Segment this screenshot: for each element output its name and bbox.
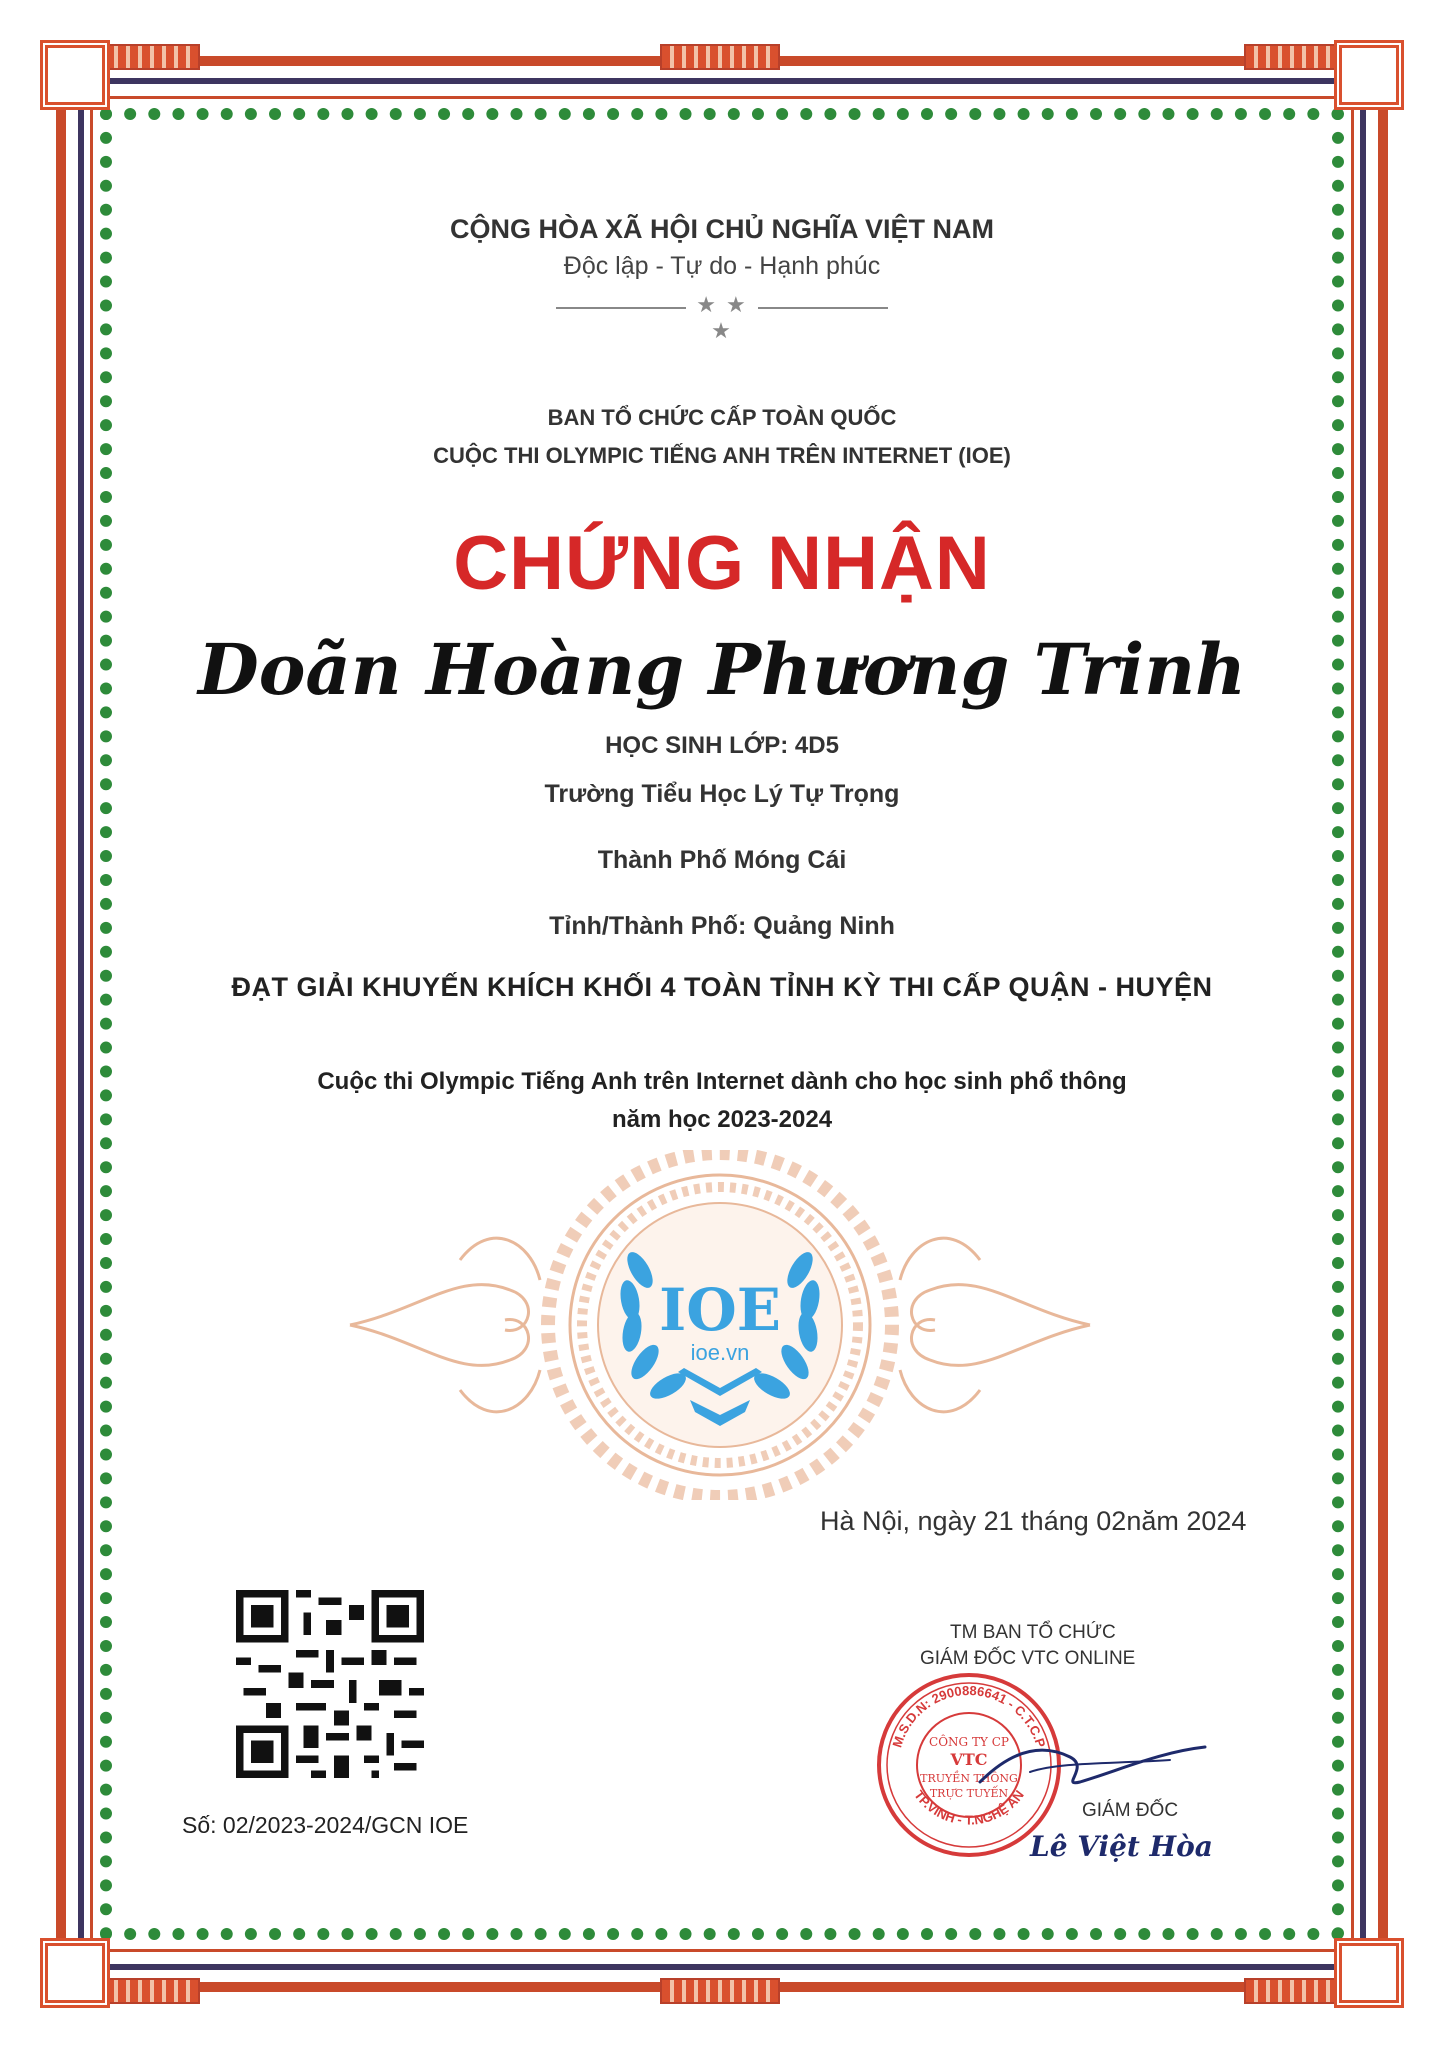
province-name: Tỉnh/Thành Phố: Quảng Ninh (549, 912, 895, 940)
stamp-bottom-text: TP.VINH - T.NGHỆ AN (911, 1787, 1027, 1828)
issue-date (820, 1506, 1246, 1537)
student-class: HỌC SINH LỚP: 4D5 (605, 732, 839, 759)
organizer-line-1: BAN TỔ CHỨC CẤP TOÀN QUỐC (547, 405, 897, 430)
signer-name: Lê Việt Hòa (1030, 1830, 1213, 1863)
date-month-word: tháng (1021, 1506, 1089, 1536)
stamp-inner-line-2: VTC (950, 1750, 988, 1769)
contest-description-line-2: năm học 2023-2024 (611, 1106, 833, 1133)
divider-stars-icon: ★ ★ ★ (696, 292, 748, 343)
date-day: 21 (983, 1506, 1014, 1536)
handwritten-signature (970, 1712, 1210, 1812)
qr-code[interactable] (236, 1590, 424, 1778)
certificate-title: CHỨNG NHẬN (453, 521, 991, 606)
ioe-url-text: ioe.vn (690, 1340, 750, 1365)
signer-position-title: GIÁM ĐỐC VTC ONLINE (920, 1648, 1136, 1669)
republic-heading: CỘNG HÒA XÃ HỘI CHỦ NGHĨA VIỆT NAM (449, 214, 994, 244)
top-center-key-ornament (660, 44, 780, 70)
bottom-center-key-ornament (660, 1978, 780, 2004)
stamp-inner-line-3: TRUYỀN THÔNG (920, 1772, 1018, 1785)
date-month: 02 (1096, 1506, 1127, 1536)
date-prefix: Hà Nội, ngày (820, 1506, 977, 1536)
stamp-inner-line-4: TRỰC TUYẾN (929, 1787, 1009, 1800)
signer-org-title: TM BAN TỔ CHỨC (950, 1622, 1116, 1643)
divider-line-right (758, 307, 888, 309)
ioe-logo-text: IOE (659, 1276, 781, 1344)
bottom-left-corner-ornament (40, 1938, 110, 2008)
top-right-corner-ornament (1334, 40, 1404, 110)
date-year: 2024 (1186, 1506, 1247, 1536)
recipient-name: Doãn Hoàng Phương Trinh (198, 628, 1246, 711)
school-name: Trường Tiểu Học Lý Tự Trọng (544, 780, 900, 808)
bottom-right-corner-ornament (1334, 1938, 1404, 2008)
stamp-outer-text: M.S.D.N: 2900886641 - C.T.C.P (889, 1682, 1049, 1750)
city-name: Thành Phố Móng Cái (597, 846, 847, 874)
top-left-corner-ornament (40, 40, 110, 110)
date-year-word: năm (1126, 1506, 1179, 1536)
stamp-inner-line-1: CÔNG TY CP (929, 1735, 1009, 1749)
divider-line-left (556, 307, 686, 309)
signature-block (860, 1622, 1220, 1862)
ioe-emblem (340, 1150, 1100, 1500)
header-divider (556, 292, 888, 343)
certificate-serial-number: Số: 02/2023-2024/GCN IOE (182, 1812, 469, 1838)
organizer-line-2: CUỘC THI OLYMPIC TIẾNG ANH TRÊN INTERNET (IOE) (433, 443, 1011, 468)
national-motto: Độc lập - Tự do - Hạnh phúc (563, 252, 881, 280)
award-text: ĐẠT GIẢI KHUYẾN KHÍCH KHỐI 4 TOÀN TỈNH KỲ THI CẤP QUẬN - HUYỆN (231, 972, 1213, 1002)
contest-description-line-1: Cuộc thi Olympic Tiếng Anh trên Internet dành cho học sinh phổ thông (317, 1068, 1127, 1095)
signer-role: GIÁM ĐỐC (1082, 1800, 1179, 1821)
